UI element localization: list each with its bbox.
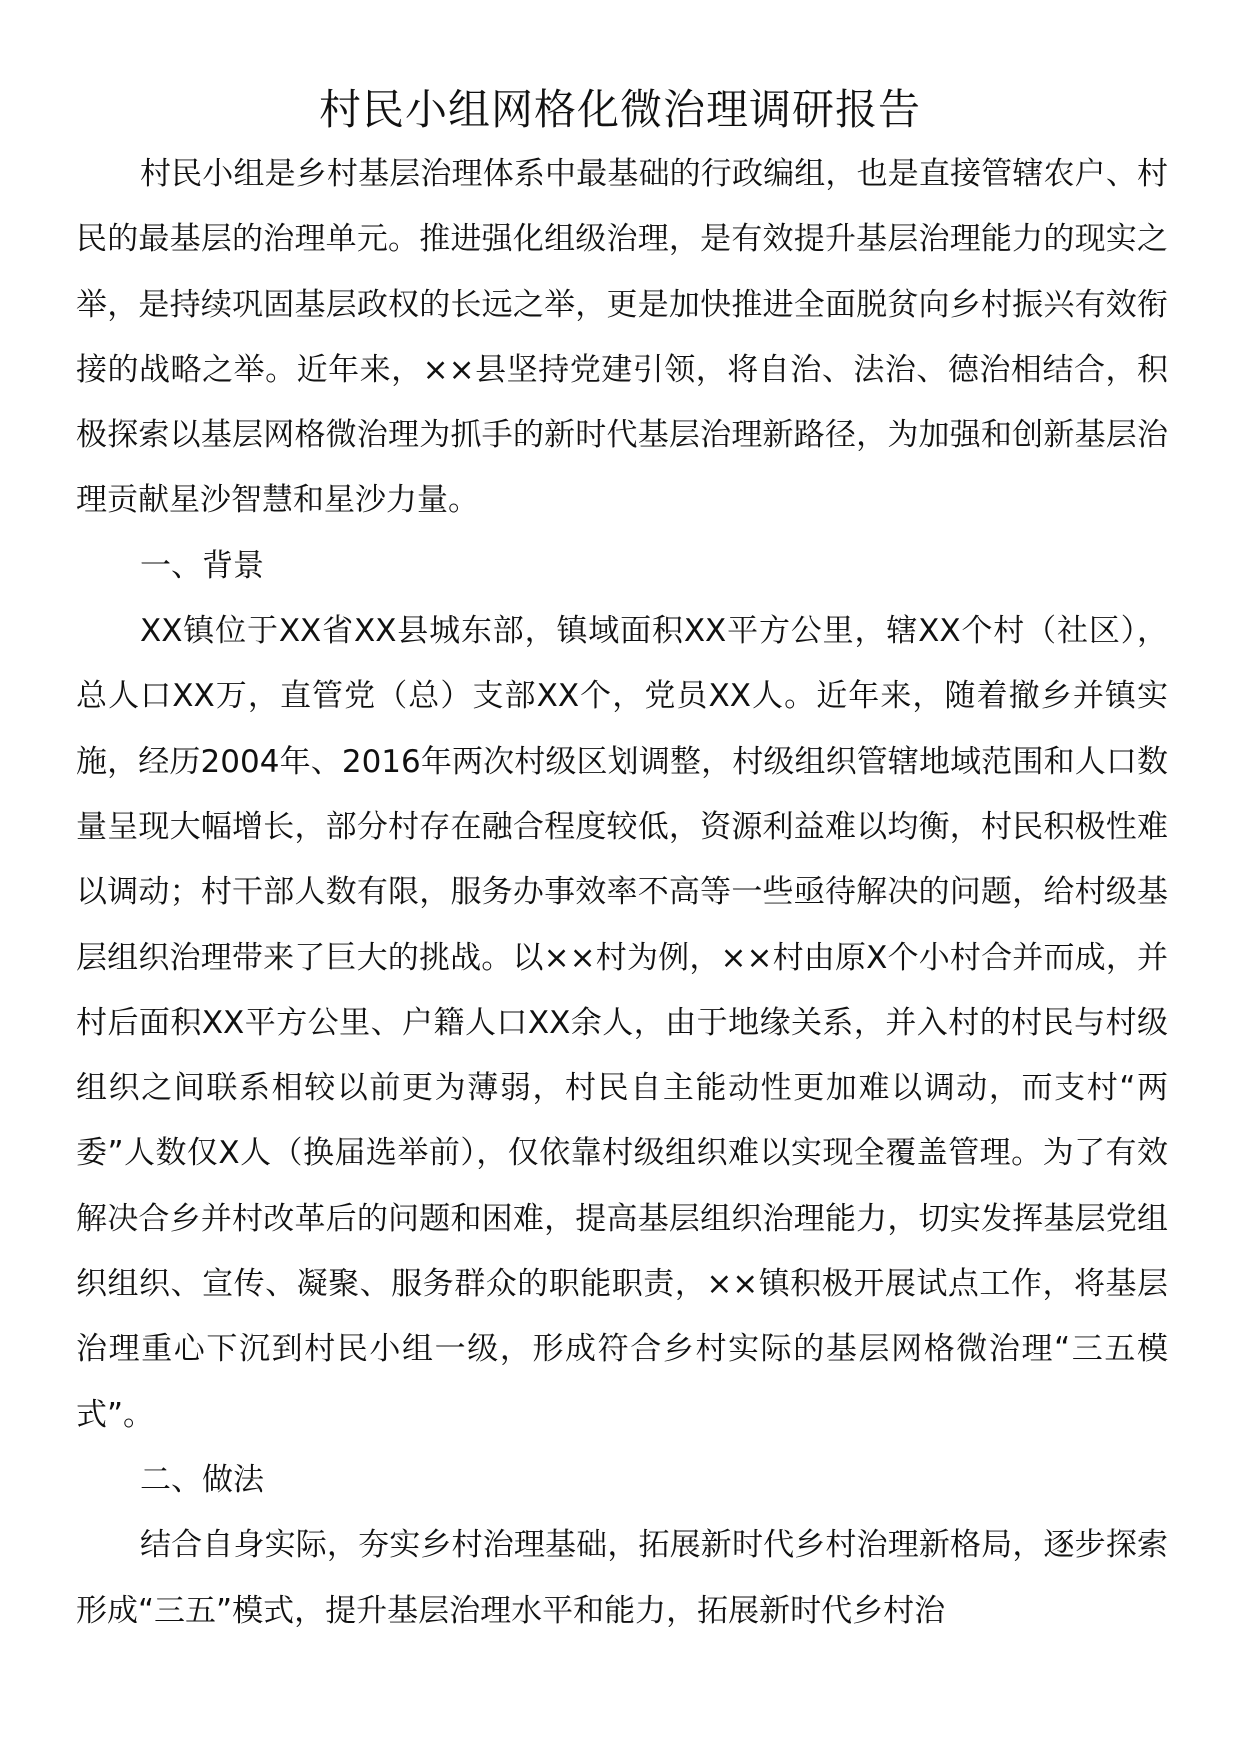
section-heading-background: 一、背景 — [140, 547, 264, 584]
document-body — [76, 142, 1168, 1644]
practice-paragraph: 结合自身实际，夯实乡村治理基础，拓展新时代乡村治理新格局，逐步探索形成“三五”模式，提升基层治理水平和能力，拓展新时代乡村治 — [76, 1527, 1168, 1629]
document-title: 村民小组网格化微治理调研报告 — [318, 85, 921, 134]
background-paragraph: XX镇位于XX省XX县城东部，镇域面积XX平方公里，辖XX个村（社区），总人口XX万，直管党（总）支部XX个，党员XX人。近年来，随着撤乡并镇实施，经历2004年、2016年两次村级区划调整，村级组织管辖地域范围和人口数量呈现大幅增长，部分村存在融合程度较低，资源利益难以均衡，村民积极性难以调动；村干部人数有限，服务办事效率不高等一些亟待解决的问题，给村级基层组织治理带来了巨大的挑战。以××村为例，××村由原X个小村合并而成，并村后面积XX平方公里、户籍人口XX余人，由于地缘关系，并入村的村民与村级组织之间联系相较以前更为薄弱，村民自主能动性更加难以调动，而支村“两委”人数仅X人（换届选举前），仅依靠村级组织难以实现全覆盖管理。为了有效解决合乡并村改革后的问题和困难，提高基层组织治理能力，切实发挥基层党组织组织、宣传、凝聚、服务群众的职能职责，××镇积极开展试点工作，将基层治理重心下沉到村民小组一级，形成符合乡村实际的基层网格微治理“三五模式”。 — [76, 613, 1168, 1433]
intro-paragraph: 村民小组是乡村基层治理体系中最基础的行政编组，也是直接管辖农户、村民的最基层的治理单元。推进强化组级治理，是有效提升基层治理能力的现实之举，是持续巩固基层政权的长远之举，更是加快推进全面脱贫向乡村振兴有效衔接的战略之举。近年来，××县坚持党建引领，将自治、法治、德治相结合，积极探索以基层网格微治理为抓手的新时代基层治理新路径，为加强和创新基层治理贡献星沙智慧和星沙力量。 — [76, 156, 1168, 519]
section-heading-practice: 二、做法 — [140, 1461, 264, 1498]
